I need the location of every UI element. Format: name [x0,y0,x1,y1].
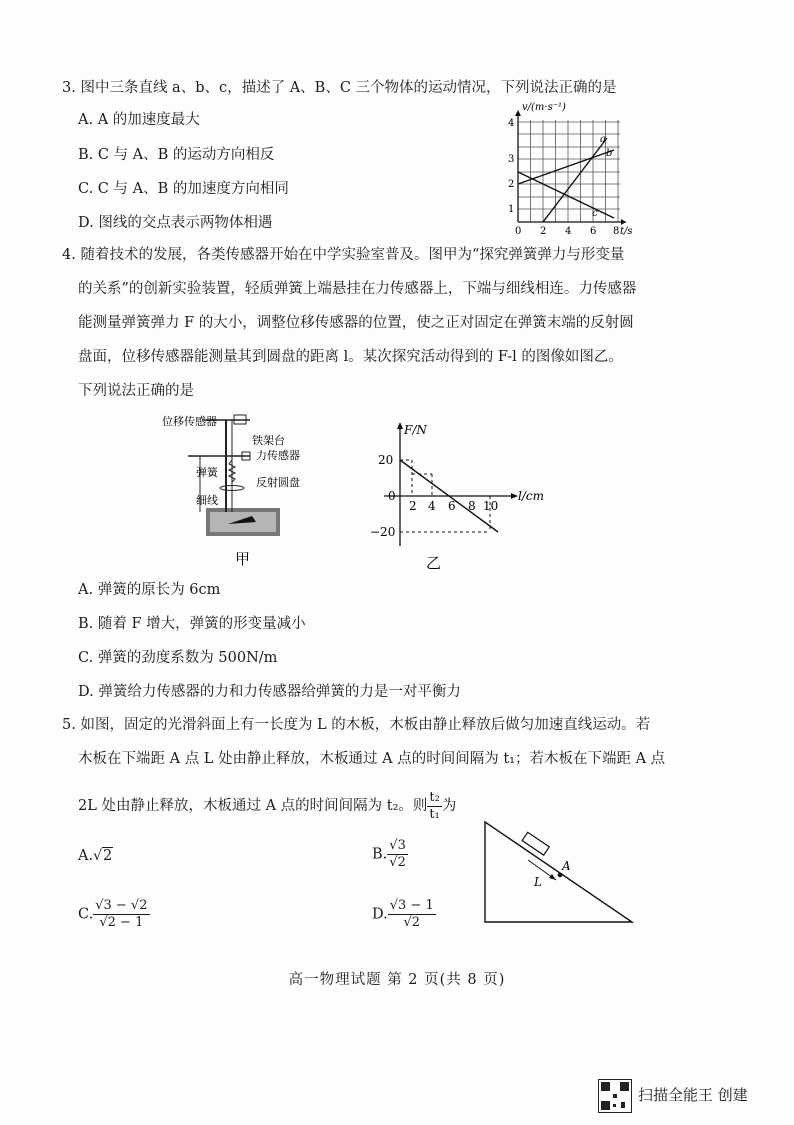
q5-option-b: B. $\frac{√3}{√2}$ [372,838,406,870]
q5-option-a: A.√2 [78,848,113,864]
svg-text:3: 3 [508,154,515,165]
q5-option-d: D. $\frac{√3 - 1}{√2}$ [372,898,434,930]
svg-text:2: 2 [508,179,515,190]
scanner-brand: 扫描全能王 创建 [638,1086,748,1104]
svg-text:反射圆盘: 反射圆盘 [256,476,300,489]
svg-text:6: 6 [448,499,456,513]
q4-stem-4: 盘面，位移传感器能测量其到圆盘的距离 l。某次探究活动得到的 F-l 的图像如图乙。 [78,349,623,365]
svg-text:6: 6 [590,226,597,237]
svg-text:l/cm: l/cm [518,489,544,503]
svg-text:A: A [562,859,571,873]
q5-option-c: C. $\frac{√3 - √2}{√2 - 1}$ [78,898,148,930]
q4-stem-1: 4. 随着技术的发展，各类传感器开始在中学实验室普及。图甲为“探究弹簧弹力与形变量 [62,247,625,263]
q3-option-b: B. C 与 A、B 的运动方向相反 [78,147,275,163]
q3-option-a: A. A 的加速度最大 [78,112,200,128]
label-b: b [606,148,613,159]
q3-y-label: v/(m·s⁻¹) [522,102,566,113]
q5-line-3: 2L 处由静止释放，木板通过 A 点的时间间隔为 t₂。则 $\frac{\text{t₂}}{\text{t₁}}$ 为 [78,789,457,822]
svg-text:力传感器: 力传感器 [256,449,300,462]
svg-text:8: 8 [613,226,620,237]
svg-text:位移传感器: 位移传感器 [162,415,217,428]
line-c [518,172,614,218]
qr-code-icon [598,1079,632,1113]
label-c: c [592,208,598,219]
q3-stem: 3. 图中三条直线 a、b、c，描述了 A、B、C 三个物体的运动情况，下列说法正确的是 [62,80,617,96]
svg-text:F/N: F/N [404,423,427,437]
svg-text:2: 2 [540,226,547,237]
label-a: a [600,134,606,145]
svg-text:−20: −20 [370,525,396,539]
q3-vt-graph [502,98,642,238]
fig-jia-caption: 甲 [235,550,251,568]
svg-text:4: 4 [508,118,515,129]
svg-text:L: L [534,875,542,889]
svg-text:2: 2 [409,499,417,513]
incline-figure [480,818,640,928]
svg-text:8: 8 [468,499,476,513]
q4-option-a: A. 弹簧的原长为 6cm [78,582,221,598]
svg-text:1: 1 [508,204,515,215]
q3-x-label: t/s [620,226,633,237]
q3-option-d: D. 图线的交点表示两物体相遇 [78,215,273,231]
svg-text:0: 0 [388,489,396,503]
svg-text:铁架台: 铁架台 [252,434,285,447]
q4-stem-5: 下列说法正确的是 [78,383,194,399]
svg-text:10: 10 [483,499,499,513]
q4-stem-3: 能测量弹簧弹力 F 的大小，调整位移传感器的位置，使之正对固定在弹簧末端的反射圆 [78,315,634,331]
svg-text:弹簧: 弹簧 [196,466,218,479]
q5-line-2: 木板在下端距 A 点 L 处由静止释放，木板通过 A 点的时间间隔为 t₁；若木板在下端距 A 点 [78,751,666,767]
svg-text:细线: 细线 [196,494,218,507]
q3-option-c: C. C 与 A、B 的加速度方向相同 [78,181,289,197]
q5-line-1: 5. 如图，固定的光滑斜面上有一长度为 L 的木板，木板由静止释放后做匀加速直线运动。若 [62,717,651,733]
svg-text:0: 0 [515,226,522,237]
q4-option-c: C. 弹簧的劲度系数为 500N/m [78,650,278,666]
apparatus-figure [160,412,320,570]
q4-fl-graph [364,416,554,574]
page-footer: 高一物理试题 第 2 页(共 8 页) [288,972,506,988]
q4-option-b: B. 随着 F 增大，弹簧的形变量减小 [78,616,306,632]
svg-text:4: 4 [565,226,572,237]
q4-stem-2: 的关系”的创新实验装置，轻质弹簧上端悬挂在力传感器上，下端与细线相连。力传感器 [78,281,637,297]
svg-text:4: 4 [428,499,436,513]
fig-yi-caption: 乙 [426,554,442,572]
q4-option-d: D. 弹簧给力传感器的力和力传感器给弹簧的力是一对平衡力 [78,684,461,700]
svg-text:20: 20 [378,453,394,467]
